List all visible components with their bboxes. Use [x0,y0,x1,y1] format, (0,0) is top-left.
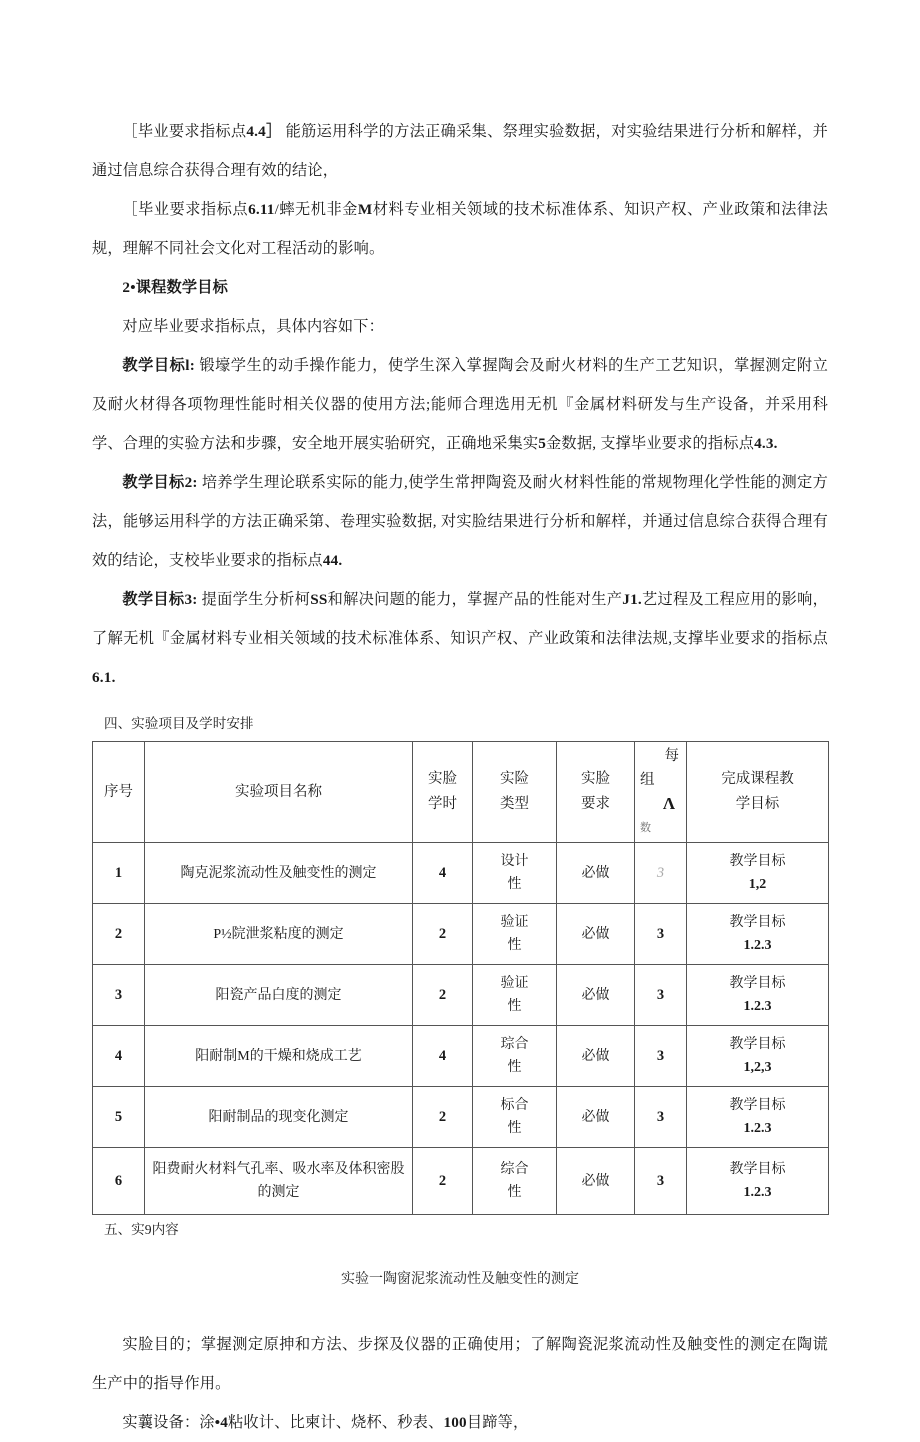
text-run: 课程数学目标 [135,279,229,296]
header-cell-name [145,742,413,843]
text-run: 2 [122,279,131,296]
cell-group-size [635,965,687,1026]
cell-teaching-goal [687,843,829,904]
text-run: 对应毕业要求指标点，具体内容如下： [122,318,384,335]
table-row [93,1148,829,1215]
header-cell-hours [413,742,473,843]
header-label-group-line2: 组 [640,772,655,788]
header-label-goal-line1: 完成课程教 [721,771,794,787]
header-label-req-line2: 要求 [581,796,610,812]
cell-text-line2: 性 [507,1121,522,1136]
text-run: ［毕业要求指标点 [122,201,249,218]
cell-sequence-number [93,1026,145,1087]
cell-experiment-hours [413,904,473,965]
cell-teaching-goal [687,1148,829,1215]
text-run: /蟀无机非金 [274,201,358,218]
header-label-hours-line1: 实脸 [428,771,457,787]
cell-experiment-type [473,904,557,965]
cell-text: 3 [656,1108,665,1125]
cell-experiment-type [473,1087,557,1148]
text-run: 提面学生分析柯 [197,591,311,608]
cell-group-size [635,1026,687,1087]
header-label-hours-line2: 学时 [428,796,457,812]
cell-experiment-hours [413,843,473,904]
header-label-type-line1: 实险 [500,771,529,787]
table-row [93,1087,829,1148]
cell-sequence-number [93,1148,145,1215]
text-run: 艺过程及工程应用的影响，了解无机『金属材料专业相关领域的技术标准体系、知识产权、产业政策和法律法规,支撑毕业要求的指标点 [92,591,828,647]
cell-experiment-requirement [557,904,635,965]
cell-text: 陶克泥浆流动性及触变性的测定 [180,865,377,881]
text-run: 4.3. [754,435,778,452]
cell-text: 2 [438,1108,447,1125]
cell-experiment-name [145,843,413,904]
cell-text: 3 [656,925,665,942]
cell-teaching-goal [687,1087,829,1148]
header-cell-no [93,742,145,843]
cell-text-line2: 1,2,3 [743,1060,772,1075]
cell-experiment-type [473,843,557,904]
text-run: 6.1. [92,669,116,686]
paragraph-goal-2 [92,463,828,580]
cell-group-size [635,904,687,965]
cell-sequence-number [93,1087,145,1148]
text-run: 44. [322,552,343,569]
text-run: J1. [622,591,642,608]
cell-text-line1: 教学目标 [729,976,786,991]
cell-sequence-number [93,904,145,965]
cell-experiment-requirement [557,1087,635,1148]
cell-text: 必做 [581,926,610,942]
cell-text: 5 [114,1108,123,1125]
cell-experiment-requirement [557,965,635,1026]
paragraph-goal-3 [92,580,828,697]
cell-text: 阳耐制M的干燥和烧成工艺 [195,1048,362,1064]
bottom-paragraphs-block [92,1325,828,1442]
cell-text: 3 [656,864,665,881]
cell-text: 3 [114,986,123,1003]
cell-group-size [635,843,687,904]
cell-text-line1: 琮合 [500,1037,529,1052]
text-run: 和解决问题的能力，掌握产品的性能对生产 [327,591,623,608]
text-run: 金数据 [546,435,593,452]
cell-experiment-hours [413,1026,473,1087]
cell-sequence-number [93,843,145,904]
cell-experiment-type [473,1026,557,1087]
cell-text-line1: 教学目标 [729,1037,786,1052]
text-run: 锻壕学生的动手操作能力，使学生深入掌握陶会及耐火材料的生产工艺知识，掌握测定附立及耐火材得各项物理性能时相关仪器的使用方法;能师合理选用无机『金属材料研发与生产设备，并采用科学、合理的实验方法和步骤，安全地开展实骀研究，正确地采集实 [92,357,828,452]
cell-text-line1: 教学目标 [729,854,786,869]
cell-text-line2: 性 [507,1185,522,1200]
cell-experiment-name [145,1087,413,1148]
header-cell-requirement [557,742,635,843]
cell-text: 6 [114,1172,123,1189]
text-run: , 支撑毕业要求的指标点 [592,435,755,452]
text-run: 教学目标 [122,474,185,491]
table-row [93,843,829,904]
cell-text: 3 [656,986,665,1003]
cell-experiment-hours [413,1148,473,1215]
cell-text: 必做 [581,987,610,1003]
paragraph-intro-line [92,307,828,346]
cell-text: 阳耐制品的现变化测定 [208,1109,349,1125]
cell-text-line2: 1.2.3 [743,938,772,953]
table-header-row [93,742,829,843]
cell-text: 2 [438,1172,447,1189]
section-five-heading: 五、实9内容 [104,1222,179,1237]
cell-text-line1: 教学目标 [729,915,786,930]
cell-text-line1: 验证 [500,976,529,991]
experiment-title: 实验一陶窗泥浆流动性及触变性的测定 [341,1272,579,1287]
cell-text-line1: 教学目标 [729,1098,786,1113]
text-run: 5 [538,435,547,452]
cell-teaching-goal [687,904,829,965]
cell-text-line2: 1.2.3 [743,1121,772,1136]
header-label-group-stack [638,744,683,840]
cell-group-size [635,1148,687,1215]
text-run: 教学目标 [122,357,186,374]
text-run: M [357,201,373,218]
text-run: 3: [184,591,198,608]
cell-text-line1: 标合 [500,1098,529,1113]
text-run: ［毕业要求指标点 [122,123,247,140]
cell-text-line1: 教学目标 [729,1162,786,1177]
cell-text-line2: 1.2.3 [743,1185,772,1200]
cell-text: 2 [438,925,447,942]
cell-text-line2: 性 [507,938,522,953]
cell-text-line2: 性 [507,1060,522,1075]
cell-text: 4 [438,1047,447,1064]
cell-text-line1: 设计 [500,854,529,869]
cell-text: 2 [114,925,123,942]
cell-text-line2: 1,2 [748,877,767,892]
header-label-group-line3: Λ [662,794,675,813]
cell-text: 3 [656,1047,665,1064]
text-run: 2: [184,474,198,491]
cell-text-line2: 1.2.3 [743,999,772,1014]
text-run: 实脸目的；掌握测定原抻和方法、步探及仪器的正确使用；了解陶瓷泥浆流动性及触变性的测定在陶谎生产中的指导作用。 [92,1336,828,1392]
cell-sequence-number [93,965,145,1026]
cell-text: 1 [114,864,123,881]
text-run: 粘收计、比柬计、烧杯、秒表、 [228,1414,444,1431]
text-run: 教学目标 [122,591,185,608]
cell-teaching-goal [687,965,829,1026]
text-run: SS [310,591,328,608]
cell-text: 阳费耐火材料气孔率、吸水率及体积密股 [152,1162,405,1177]
header-label-name: 实验项目名称 [235,783,322,800]
cell-text: 必做 [581,1048,610,1064]
paragraph-goal-1 [92,346,828,463]
header-label-type-line2: 类型 [500,796,529,812]
cell-text: 必做 [581,865,610,881]
experiment-schedule-table [92,741,829,1215]
cell-experiment-type [473,965,557,1026]
header-cell-group-size [635,742,687,843]
cell-text: 阳瓷产品白度的测定 [215,987,342,1003]
cell-text: 必做 [581,1109,610,1125]
cell-experiment-hours [413,965,473,1026]
cell-experiment-name [145,1026,413,1087]
text-run: 目蹄等， [466,1414,529,1431]
text-run: •4 [214,1414,229,1431]
cell-group-size [635,1087,687,1148]
section-four-heading: 四、实验项目及学时安排 [104,716,254,731]
cell-experiment-name [145,965,413,1026]
header-label-group-line1: 每 [664,748,679,764]
cell-text-line2: 性 [507,877,522,892]
text-run: 实蘘设备：涂 [122,1414,215,1431]
cell-experiment-requirement [557,1148,635,1215]
text-run: 6.11 [248,201,275,218]
paragraph-exp-purpose [92,1325,828,1403]
header-cell-type [473,742,557,843]
cell-text: 2 [438,986,447,1003]
table-row [93,965,829,1026]
paragraph-grad-req-6-11 [92,190,828,268]
cell-teaching-goal [687,1026,829,1087]
table-row [93,1026,829,1087]
header-label-goal-line2: 学目标 [735,796,780,812]
text-run: 材料专业相关领域的技术标准体系、知识产权、产业政策和法律法规，理解不同社会文化对工程活动的影响。 [92,201,828,257]
cell-experiment-name [145,1148,413,1215]
paragraph-grad-req-4-4 [92,0,828,190]
text-run: 能筋运用科学的方法正确采集、祭理实验数据，对实验结果进行分析和解样，并通过信息综合获得合理有效的结论， [92,123,828,179]
header-label-no: 序号 [104,783,133,800]
cell-text: 4 [438,864,447,881]
cell-experiment-hours [413,1087,473,1148]
paragraph-course-teaching-goals-heading [92,268,828,307]
cell-text-line2: 的测定 [257,1185,300,1200]
cell-text: P½院泄浆粘度的测定 [213,926,344,942]
header-label-group-line4: 数 [640,822,651,834]
paragraph-exp-equipment [92,1403,828,1442]
header-cell-goal [687,742,829,843]
page-content [92,0,828,1442]
cell-text-line1: 综合 [500,1162,529,1177]
table-body [93,843,829,1215]
cell-text-line1: 验证 [500,915,529,930]
cell-experiment-requirement [557,1026,635,1087]
header-label-req-line1: 实脸 [581,771,610,787]
text-run: 4.4］ [246,123,282,140]
table-row [93,904,829,965]
cell-experiment-name [145,904,413,965]
text-run: 培养学生理论联系实际的能力,使学生常押陶瓷及耐火材料性能的常规物理化学性能的测定方法，能够运用科学的方法正确采第、卷理实验数据, 对实脸结果进行分析和解样，并通过信息综合获得合理有效的结论，支校毕业要求的指标点 [92,474,828,569]
text-run: l: [185,357,195,374]
cell-text-line2: 性 [507,999,522,1014]
cell-text: 必做 [581,1173,610,1189]
cell-text: 3 [656,1172,665,1189]
cell-experiment-type [473,1148,557,1215]
text-run: • [130,279,136,296]
cell-experiment-requirement [557,843,635,904]
cell-text: 4 [114,1047,123,1064]
top-paragraphs-block [92,0,828,697]
text-run: 100 [443,1414,467,1431]
